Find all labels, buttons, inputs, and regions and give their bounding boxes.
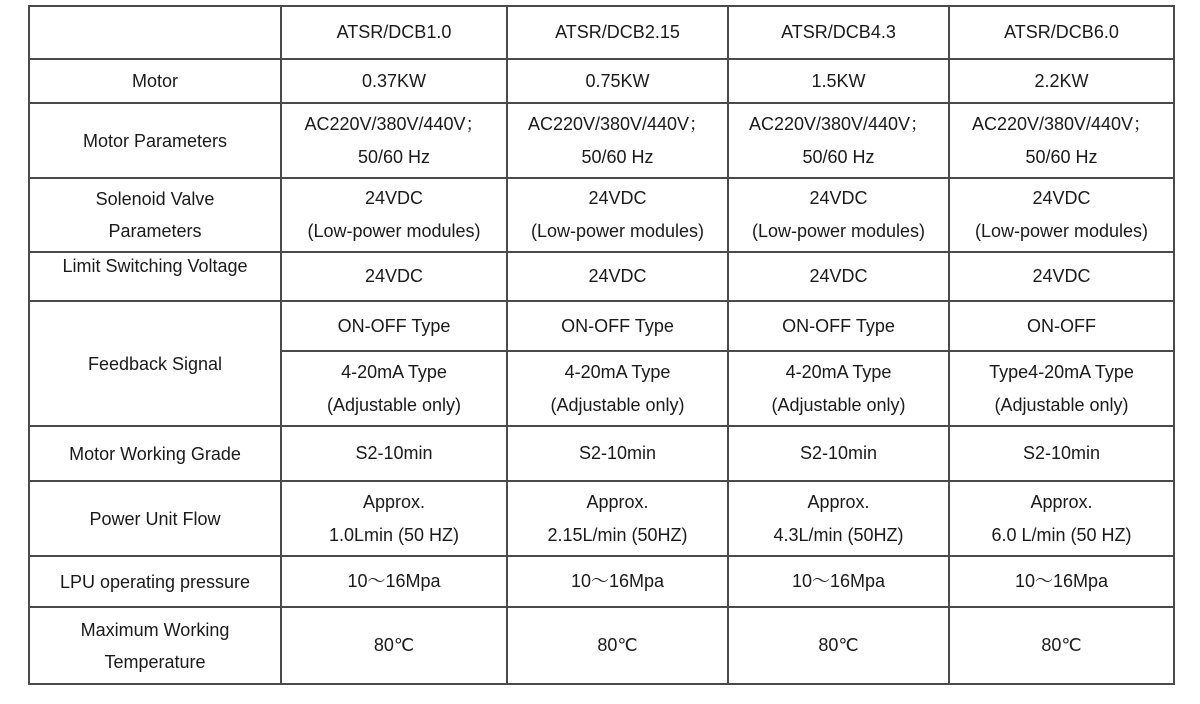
cell: Type4-20mA Type (Adjustable only) bbox=[949, 351, 1174, 426]
row-label: Maximum Working Temperature bbox=[29, 607, 281, 684]
cell: S2-10min bbox=[507, 426, 728, 481]
cell: 2.2KW bbox=[949, 59, 1174, 103]
table-row-motor bbox=[29, 59, 1174, 103]
cell: 24VDC bbox=[281, 252, 507, 301]
cell: ON-OFF Type bbox=[281, 301, 507, 351]
cell: 10～16Mpa bbox=[949, 556, 1174, 607]
cell: Approx. 6.0 L/min (50 HZ) bbox=[949, 481, 1174, 556]
cell: 24VDC (Low-power modules) bbox=[507, 178, 728, 252]
table-row-grade bbox=[29, 426, 1174, 481]
header-cell: ATSR/DCB2.15 bbox=[507, 6, 728, 59]
row-label: Power Unit Flow bbox=[29, 481, 281, 556]
cell: 80℃ bbox=[728, 607, 949, 684]
cell: 4-20mA Type (Adjustable only) bbox=[728, 351, 949, 426]
row-label: Feedback Signal bbox=[29, 301, 281, 426]
row-label: Solenoid Valve Parameters bbox=[29, 178, 281, 252]
table-row-feedback-onoff bbox=[29, 301, 1174, 351]
cell: Approx. 1.0Lmin (50 HZ) bbox=[281, 481, 507, 556]
cell: 24VDC (Low-power modules) bbox=[949, 178, 1174, 252]
table-row-solenoid bbox=[29, 178, 1174, 252]
cell: 24VDC (Low-power modules) bbox=[728, 178, 949, 252]
row-label: Motor Parameters bbox=[29, 103, 281, 178]
header-row bbox=[29, 6, 1174, 59]
cell: 24VDC (Low-power modules) bbox=[281, 178, 507, 252]
cell: 10～16Mpa bbox=[507, 556, 728, 607]
header-cell: ATSR/DCB1.0 bbox=[281, 6, 507, 59]
cell: 10～16Mpa bbox=[281, 556, 507, 607]
cell: AC220V/380V/440V； 50/60 Hz bbox=[281, 103, 507, 178]
cell: 24VDC bbox=[507, 252, 728, 301]
cell: ON-OFF Type bbox=[507, 301, 728, 351]
table-row-temperature bbox=[29, 607, 1174, 684]
table-row-motor-parameters bbox=[29, 103, 1174, 178]
cell: 0.75KW bbox=[507, 59, 728, 103]
cell: 4-20mA Type (Adjustable only) bbox=[281, 351, 507, 426]
table-row-flow bbox=[29, 481, 1174, 556]
row-label: LPU operating pressure bbox=[29, 556, 281, 607]
cell: 80℃ bbox=[507, 607, 728, 684]
cell: Approx. 2.15L/min (50HZ) bbox=[507, 481, 728, 556]
cell: 80℃ bbox=[949, 607, 1174, 684]
header-cell: ATSR/DCB6.0 bbox=[949, 6, 1174, 59]
cell: AC220V/380V/440V； 50/60 Hz bbox=[728, 103, 949, 178]
header-cell-empty bbox=[29, 6, 281, 59]
cell: 24VDC bbox=[728, 252, 949, 301]
cell: S2-10min bbox=[728, 426, 949, 481]
table-row-pressure bbox=[29, 556, 1174, 607]
cell: ON-OFF Type bbox=[728, 301, 949, 351]
cell: 10～16Mpa bbox=[728, 556, 949, 607]
cell: 1.5KW bbox=[728, 59, 949, 103]
cell: AC220V/380V/440V； 50/60 Hz bbox=[949, 103, 1174, 178]
row-label: Motor Working Grade bbox=[29, 426, 281, 481]
cell: 80℃ bbox=[281, 607, 507, 684]
row-label: Limit Switching Voltage bbox=[29, 252, 281, 301]
cell: AC220V/380V/440V； 50/60 Hz bbox=[507, 103, 728, 178]
spec-table bbox=[28, 5, 1175, 685]
cell: 0.37KW bbox=[281, 59, 507, 103]
header-cell: ATSR/DCB4.3 bbox=[728, 6, 949, 59]
cell: 4-20mA Type (Adjustable only) bbox=[507, 351, 728, 426]
table-row-limit bbox=[29, 252, 1174, 301]
cell: S2-10min bbox=[281, 426, 507, 481]
cell: ON-OFF bbox=[949, 301, 1174, 351]
cell: 24VDC bbox=[949, 252, 1174, 301]
cell: S2-10min bbox=[949, 426, 1174, 481]
cell: Approx. 4.3L/min (50HZ) bbox=[728, 481, 949, 556]
row-label: Motor bbox=[29, 59, 281, 103]
